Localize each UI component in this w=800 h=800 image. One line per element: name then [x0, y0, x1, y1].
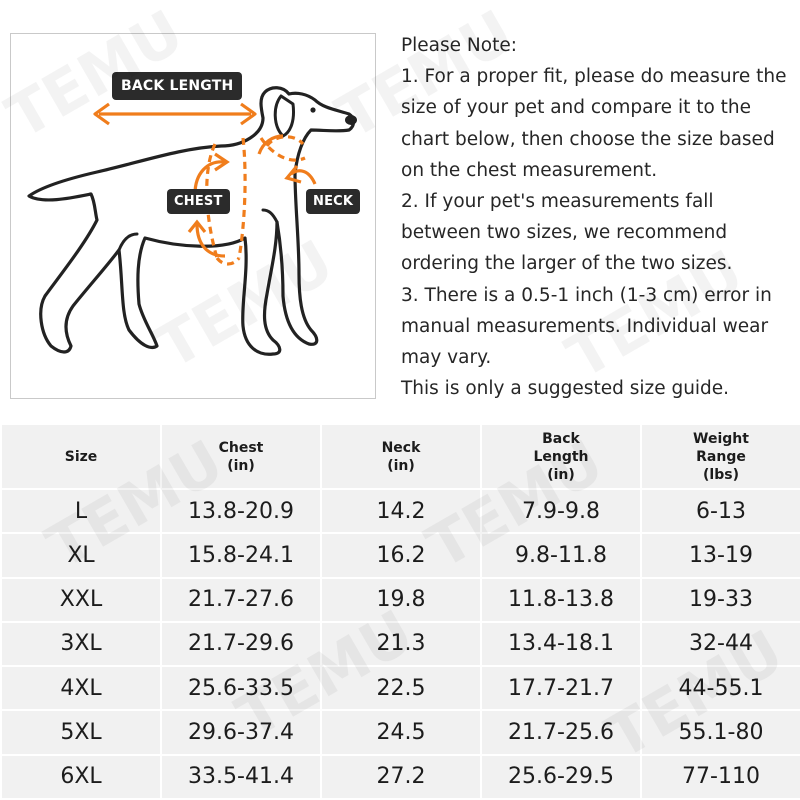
dog-eye [310, 107, 315, 112]
back-length-cell: 13.4-18.1 [482, 623, 640, 665]
notes-heading: Please Note: [401, 35, 517, 56]
notes-footer: This is only a suggested size guide. [401, 378, 730, 400]
weight-cell: 77-110 [642, 756, 800, 798]
size-cell: L [2, 490, 160, 532]
measurement-diagram [10, 33, 376, 399]
chest-cell: 29.6-37.4 [162, 711, 320, 753]
size-cell: XL [2, 534, 160, 576]
chest-cell: 25.6-33.5 [162, 667, 320, 709]
neck-cell: 22.5 [322, 667, 480, 709]
weight-cell: 6-13 [642, 490, 800, 532]
chest-cell: 13.8-20.9 [162, 490, 320, 532]
header-weight-range: Weight Range (lbs) [642, 425, 800, 488]
weight-cell: 13-19 [642, 534, 800, 576]
table-row [2, 579, 800, 621]
chest-cell: 21.7-29.6 [162, 623, 320, 665]
table-row [2, 534, 800, 576]
table-row [2, 756, 800, 798]
table-row [2, 711, 800, 753]
size-cell: 3XL [2, 623, 160, 665]
size-notes [401, 30, 799, 404]
chest-cell: 15.8-24.1 [162, 534, 320, 576]
neck-cell: 21.3 [322, 623, 480, 665]
size-cell: 4XL [2, 667, 160, 709]
neck-cell: 14.2 [322, 490, 480, 532]
weight-cell: 55.1-80 [642, 711, 800, 753]
size-cell: 5XL [2, 711, 160, 753]
back-length-cell: 11.8-13.8 [482, 579, 640, 621]
neck-cell: 24.5 [322, 711, 480, 753]
back-length-cell: 7.9-9.8 [482, 490, 640, 532]
chest-label: CHEST [167, 189, 230, 214]
neck-cell: 27.2 [322, 756, 480, 798]
table-row [2, 623, 800, 665]
dog-nose [345, 115, 357, 125]
dog-outline [29, 88, 354, 355]
back-length-cell: 21.7-25.6 [482, 711, 640, 753]
back-length-cell: 9.8-11.8 [482, 534, 640, 576]
neck-label: NECK [306, 189, 360, 214]
size-chart-table [0, 423, 800, 800]
size-cell: 6XL [2, 756, 160, 798]
neck-cell: 16.2 [322, 534, 480, 576]
back-length-cell: 17.7-21.7 [482, 667, 640, 709]
header-back-length: Back Length (in) [482, 425, 640, 488]
weight-cell: 44-55.1 [642, 667, 800, 709]
note-item: 3. There is a 0.5-1 inch (1-3 cm) error in manual measurements. Individual wear may vary. [401, 284, 772, 369]
note-item: 1. For a proper fit, please do measure the size of your pet and compare it to the chart below, then choose the size based on the chest measurement. [401, 66, 787, 181]
weight-cell: 32-44 [642, 623, 800, 665]
table-row [2, 490, 800, 532]
neck-cell: 19.8 [322, 579, 480, 621]
header-size: Size [2, 425, 160, 488]
header-neck: Neck (in) [322, 425, 480, 488]
back-length-label: BACK LENGTH [112, 72, 242, 100]
table-row [2, 667, 800, 709]
size-cell: XXL [2, 579, 160, 621]
chest-cell: 21.7-27.6 [162, 579, 320, 621]
weight-cell: 19-33 [642, 579, 800, 621]
back-length-cell: 25.6-29.5 [482, 756, 640, 798]
table-header-row [2, 425, 800, 488]
note-item: 2. If your pet's measurements fall between two sizes, we recommend ordering the larger of the two sizes. [401, 191, 733, 275]
dog-ear [275, 96, 293, 136]
chest-cell: 33.5-41.4 [162, 756, 320, 798]
header-chest: Chest (in) [162, 425, 320, 488]
